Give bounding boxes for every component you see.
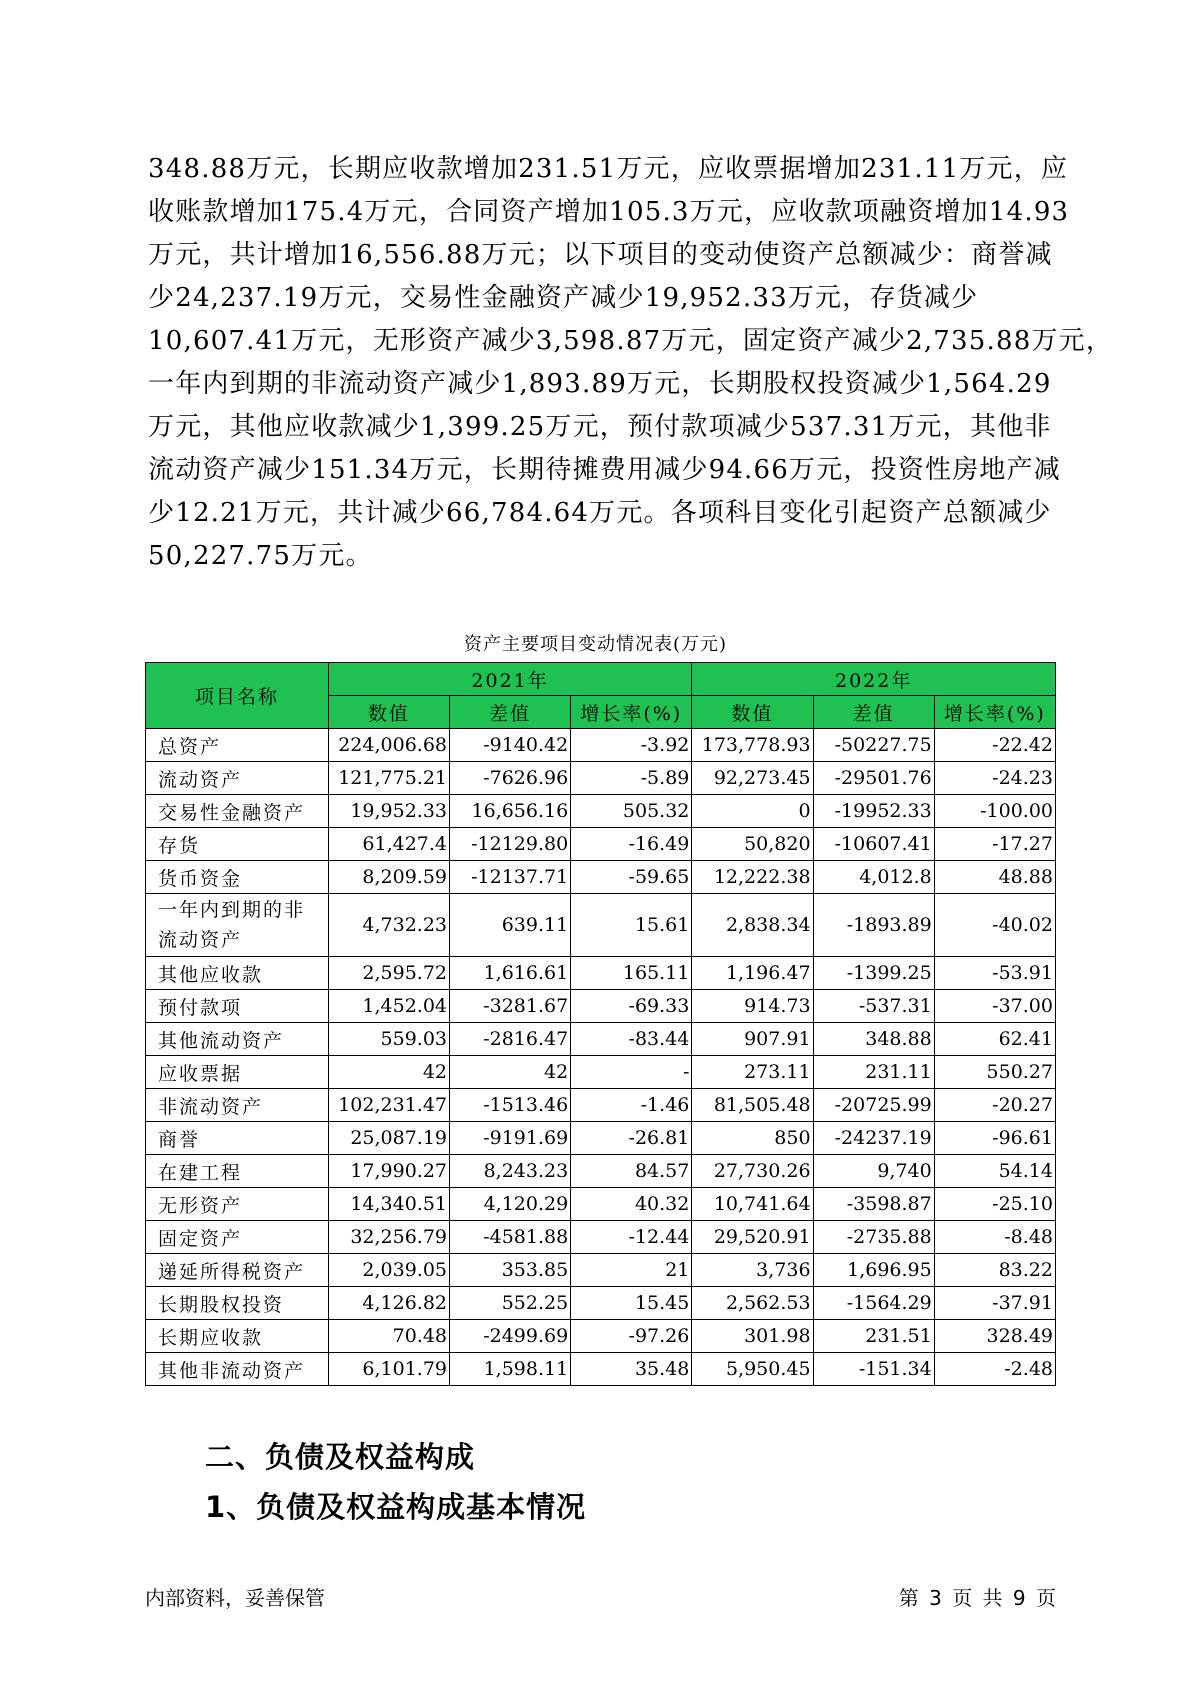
row-value-cell: -1564.29 [813,1287,934,1320]
row-value-cell: -3598.87 [813,1188,934,1221]
table-row [146,828,1056,861]
row-value-cell: -12.44 [571,1221,692,1254]
row-value-cell: -10607.41 [813,828,934,861]
subheader-value-2022: 数值 [692,696,813,729]
row-value-cell: 15.61 [571,894,692,957]
row-value-cell: -50227.75 [813,729,934,762]
row-item-name: 长期应收款 [146,1320,329,1353]
row-value-cell: 301.98 [692,1320,813,1353]
row-value-cell: -9191.69 [450,1122,571,1155]
row-value-cell: 273.11 [692,1056,813,1089]
header-year-2021: 2021年 [328,663,692,696]
row-value-cell: 4,126.82 [328,1287,449,1320]
row-value-cell: -3281.67 [450,990,571,1023]
row-value-cell: -20.27 [934,1089,1055,1122]
row-value-cell: -37.00 [934,990,1055,1023]
row-value-cell: -29501.76 [813,762,934,795]
row-item-name: 预付款项 [146,990,329,1023]
row-value-cell: 3,736 [692,1254,813,1287]
row-value-cell: 81,505.48 [692,1089,813,1122]
row-value-cell: -20725.99 [813,1089,934,1122]
row-value-cell: 62.41 [934,1023,1055,1056]
row-value-cell: 61,427.4 [328,828,449,861]
header-item-name: 项目名称 [146,663,329,729]
row-value-cell: 4,732.23 [328,894,449,957]
row-value-cell: -12129.80 [450,828,571,861]
row-value-cell: 2,595.72 [328,957,449,990]
subheader-diff-2021: 差值 [450,696,571,729]
row-value-cell: 50,820 [692,828,813,861]
row-value-cell: 552.25 [450,1287,571,1320]
row-value-cell: 12,222.38 [692,861,813,894]
row-value-cell: 10,741.64 [692,1188,813,1221]
table-row [146,1353,1056,1386]
row-value-cell: 40.32 [571,1188,692,1221]
row-item-name: 一年内到期的非流动资产 [146,894,329,957]
row-item-name: 流动资产 [146,762,329,795]
row-value-cell: 4,012.8 [813,861,934,894]
row-value-cell: 9,740 [813,1155,934,1188]
row-value-cell: 27,730.26 [692,1155,813,1188]
row-value-cell: -69.33 [571,990,692,1023]
row-value-cell: 21 [571,1254,692,1287]
row-value-cell: 102,231.47 [328,1089,449,1122]
row-value-cell: -4581.88 [450,1221,571,1254]
table-caption: 资产主要项目变动情况表(万元) [463,634,728,655]
table-row [146,894,1056,957]
row-value-cell: 1,616.61 [450,957,571,990]
row-value-cell: 231.51 [813,1320,934,1353]
row-value-cell: -97.26 [571,1320,692,1353]
row-value-cell: 1,452.04 [328,990,449,1023]
row-value-cell: 2,039.05 [328,1254,449,1287]
paragraph-line: 流动资产减少151.34万元，长期待摊费用减少94.66万元，投资性房地产减 [148,455,1062,485]
footer-page-number: 第 3 页 共 9 页 [898,1586,1056,1610]
row-value-cell: 121,775.21 [328,762,449,795]
row-value-cell: -26.81 [571,1122,692,1155]
row-value-cell: 1,598.11 [450,1353,571,1386]
row-value-cell: -2499.69 [450,1320,571,1353]
row-value-cell: 83.22 [934,1254,1055,1287]
row-value-cell: 907.91 [692,1023,813,1056]
row-item-name: 交易性金融资产 [146,795,329,828]
row-value-cell: -24237.19 [813,1122,934,1155]
table-row [146,729,1056,762]
table-row [146,1254,1056,1287]
row-value-cell: -1893.89 [813,894,934,957]
subheader-value-2021: 数值 [328,696,449,729]
row-value-cell: -537.31 [813,990,934,1023]
row-value-cell: 165.11 [571,957,692,990]
row-value-cell: 6,101.79 [328,1353,449,1386]
row-item-name: 无形资产 [146,1188,329,1221]
row-value-cell: 850 [692,1122,813,1155]
row-value-cell: -7626.96 [450,762,571,795]
row-item-name: 商誉 [146,1122,329,1155]
row-value-cell: 32,256.79 [328,1221,449,1254]
table-row [146,1320,1056,1353]
table-row [146,1023,1056,1056]
row-value-cell: 231.11 [813,1056,934,1089]
row-value-cell: 17,990.27 [328,1155,449,1188]
row-value-cell: 224,006.68 [328,729,449,762]
paragraph-line: 348.88万元，长期应收款增加231.51万元，应收票据增加231.11万元，应 [148,154,1069,184]
row-value-cell: -3.92 [571,729,692,762]
row-value-cell: 48.88 [934,861,1055,894]
row-item-name: 长期股权投资 [146,1287,329,1320]
row-value-cell: -53.91 [934,957,1055,990]
row-value-cell: -151.34 [813,1353,934,1386]
row-value-cell: 15.45 [571,1287,692,1320]
table-row [146,990,1056,1023]
row-value-cell: -1513.46 [450,1089,571,1122]
table-row [146,762,1056,795]
row-value-cell: 54.14 [934,1155,1055,1188]
paragraph-line: 50,227.75万元。 [148,541,373,571]
row-value-cell: -2816.47 [450,1023,571,1056]
row-value-cell: 550.27 [934,1056,1055,1089]
row-value-cell: 1,196.47 [692,957,813,990]
row-value-cell: 173,778.93 [692,729,813,762]
row-value-cell: -17.27 [934,828,1055,861]
row-value-cell: 4,120.29 [450,1188,571,1221]
paragraph-line: 少24,237.19万元，交易性金融资产减少19,952.33万元，存货减少 [148,283,979,313]
row-value-cell: 559.03 [328,1023,449,1056]
row-value-cell: 35.48 [571,1353,692,1386]
row-item-name: 其他应收款 [146,957,329,990]
row-value-cell: -83.44 [571,1023,692,1056]
row-item-name: 在建工程 [146,1155,329,1188]
table-row [146,861,1056,894]
row-value-cell: -2735.88 [813,1221,934,1254]
body-paragraph [148,148,1114,578]
paragraph-line: 万元，其他应收款减少1,399.25万元，预付款项减少537.31万元，其他非 [148,412,1052,442]
row-value-cell: 19,952.33 [328,795,449,828]
row-value-cell: -1.46 [571,1089,692,1122]
row-value-cell: 914.73 [692,990,813,1023]
row-value-cell: -24.23 [934,762,1055,795]
row-value-cell: -100.00 [934,795,1055,828]
table-row [146,1056,1056,1089]
paragraph-line: 万元，共计增加16,556.88万元；以下项目的变动使资产总额减少：商誉减 [148,240,1053,270]
row-item-name: 货币资金 [146,861,329,894]
row-value-cell: -2.48 [934,1353,1055,1386]
paragraph-line: 少12.21万元，共计减少66,784.64万元。各项科目变化引起资产总额减少 [148,498,1052,528]
row-value-cell: 8,209.59 [328,861,449,894]
row-item-name: 存货 [146,828,329,861]
row-value-cell: -19952.33 [813,795,934,828]
section-heading: 二、负债及权益构成 [205,1440,476,1474]
paragraph-line: 10,607.41万元，无形资产减少3,598.87万元，固定资产减少2,735.88万元， [148,326,1114,356]
table-row [146,1287,1056,1320]
table-row [146,1221,1056,1254]
row-value-cell: 0 [692,795,813,828]
row-value-cell: 2,562.53 [692,1287,813,1320]
row-value-cell: -22.42 [934,729,1055,762]
table-row [146,1155,1056,1188]
row-value-cell: -1399.25 [813,957,934,990]
footer-confidential-note: 内部资料，妥善保管 [145,1586,325,1610]
row-value-cell: -8.48 [934,1221,1055,1254]
row-item-name: 递延所得税资产 [146,1254,329,1287]
row-value-cell: 348.88 [813,1023,934,1056]
row-value-cell: 2,838.34 [692,894,813,957]
row-value-cell: 14,340.51 [328,1188,449,1221]
paragraph-line: 收账款增加175.4万元，合同资产增加105.3万元，应收款项融资增加14.93 [148,197,1070,227]
row-value-cell: 505.32 [571,795,692,828]
subheader-diff-2022: 差值 [813,696,934,729]
row-value-cell: 29,520.91 [692,1221,813,1254]
row-value-cell: -12137.71 [450,861,571,894]
row-value-cell: 639.11 [450,894,571,957]
row-item-name: 其他非流动资产 [146,1353,329,1386]
subsection-heading: 1、负债及权益构成基本情况 [205,1490,587,1524]
row-value-cell: 42 [328,1056,449,1089]
asset-change-table [145,662,1056,1386]
row-item-name: 固定资产 [146,1221,329,1254]
row-value-cell: 92,273.45 [692,762,813,795]
row-value-cell: 5,950.45 [692,1353,813,1386]
subheader-growth-2022: 增长率(%) [934,696,1055,729]
table-row [146,1089,1056,1122]
row-value-cell: -16.49 [571,828,692,861]
row-value-cell: 42 [450,1056,571,1089]
row-value-cell: -37.91 [934,1287,1055,1320]
table-row [146,795,1056,828]
subheader-growth-2021: 增长率(%) [571,696,692,729]
row-value-cell: 16,656.16 [450,795,571,828]
table-row [146,1122,1056,1155]
row-item-name: 其他流动资产 [146,1023,329,1056]
row-value-cell: 70.48 [328,1320,449,1353]
table-row [146,1188,1056,1221]
row-value-cell: -59.65 [571,861,692,894]
row-item-name: 非流动资产 [146,1089,329,1122]
table-row [146,957,1056,990]
row-value-cell: 84.57 [571,1155,692,1188]
row-value-cell: 25,087.19 [328,1122,449,1155]
row-item-name: 应收票据 [146,1056,329,1089]
row-value-cell: 8,243.23 [450,1155,571,1188]
paragraph-line: 一年内到期的非流动资产减少1,893.89万元，长期股权投资减少1,564.29 [148,369,1052,399]
row-value-cell: - [571,1056,692,1089]
row-value-cell: -5.89 [571,762,692,795]
row-value-cell: 353.85 [450,1254,571,1287]
row-value-cell: -9140.42 [450,729,571,762]
row-value-cell: -40.02 [934,894,1055,957]
row-item-name: 总资产 [146,729,329,762]
row-value-cell: 328.49 [934,1320,1055,1353]
header-year-2022: 2022年 [692,663,1056,696]
row-value-cell: -96.61 [934,1122,1055,1155]
row-value-cell: -25.10 [934,1188,1055,1221]
row-value-cell: 1,696.95 [813,1254,934,1287]
